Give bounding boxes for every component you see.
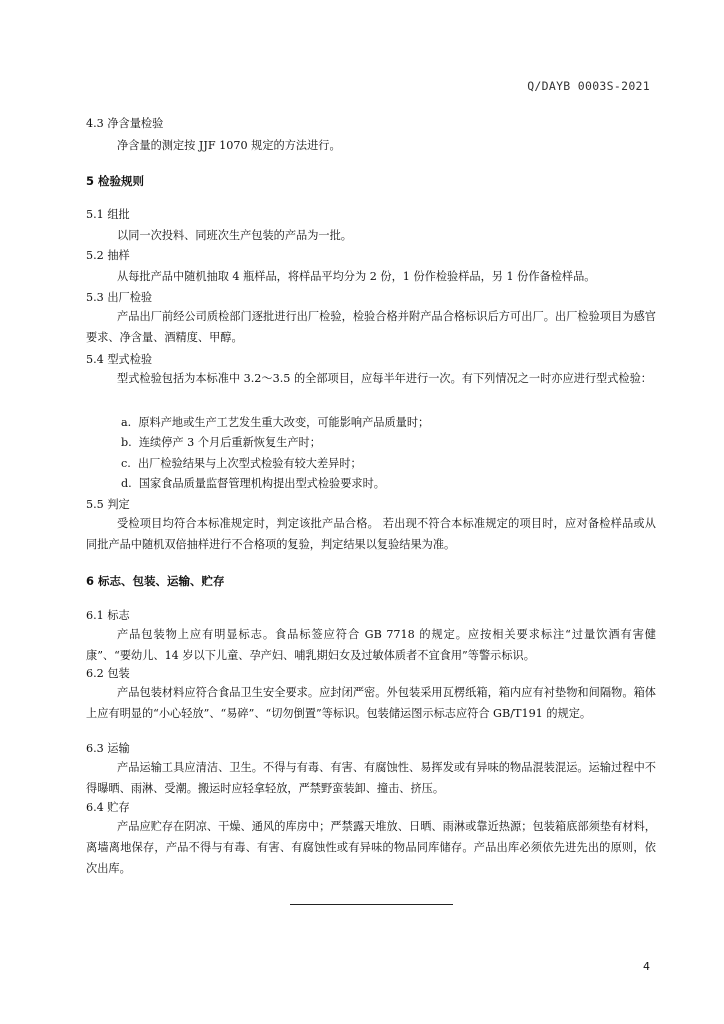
page-number: 4 [643,960,650,973]
section-4-3-body: 净含量的测定按 JJF 1070 规定的方法进行。 [117,139,341,152]
section-5-4-heading: 5.4 型式检验 [86,353,153,366]
list-text: 出厂检验结果与上次型式检验有较大差异时； [137,457,362,470]
list-marker: a. [121,416,132,429]
list-marker: b. [121,436,132,449]
list-item [121,476,385,492]
end-rule [290,904,453,905]
section-6-2-heading: 6.2 包装 [86,667,130,680]
list-item [121,415,429,431]
section-5-4-body: 型式检验包括为本标准中 3.2～3.5 的全部项目，应每半年进行一次。有下列情况之一时亦应进行型式检验： [117,372,652,385]
section-5-1-body: 以同一次投料、同班次生产包装的产品为一批。 [117,229,352,242]
section-5-3-heading: 5.3 出厂检验 [86,291,153,304]
section-5-2-body: 从每批产品中随机抽取 4 瓶样品，将样品平均分为 2 份，1 份作检验样品，另 1 份作备检样品。 [117,270,596,283]
section-6-1-body: 产品包装物上应有明显标志。食品标签应符合 GB 7718 的规定。应按相关要求标注“过量饮酒有害健康”、“要幼儿、14 岁以下儿童、孕产妇、哺乳期妇女及过敏体质者不宜食用”等警示标识。 [86,628,656,662]
document-code: Q/DAYB 0003S-2021 [527,79,650,93]
section-5-2-heading: 5.2 抽样 [86,249,130,262]
list-text: 国家食品质量监督管理机构提出型式检验要求时。 [138,477,385,490]
section-4-3-heading: 4.3 净含量检验 [86,117,164,130]
list-marker: c. [121,457,131,470]
section-6-4-heading: 6.4 贮存 [86,801,130,814]
section-6-1-heading: 6.1 标志 [86,609,130,622]
section-6-2-body: 产品包装材料应符合食品卫生安全要求。应封闭严密。外包装采用瓦楞纸箱，箱内应有衬垫物和间隔物。箱体上应有明显的“小心轻放”、“易碎”、“切勿倒置”等标识。包装储运图示标志应符合 GB/T191 的规定。 [86,686,656,720]
section-5-3-body: 产品出厂前经公司质检部门逐批进行出厂检验，检验合格并附产品合格标识后方可出厂。出厂检验项目为感官要求、净含量、酒精度、甲醇。 [86,310,656,344]
section-6-3-heading: 6.3 运输 [86,742,130,755]
section-5-5-heading: 5.5 判定 [86,498,130,511]
list-text: 连续停产 3 个月后重新恢复生产时； [138,436,321,449]
section-5-heading: 5 检验规则 [86,174,145,188]
list-item [121,435,321,451]
list-item [121,456,362,472]
list-marker: d. [121,477,132,490]
section-5-5-body: 受检项目均符合本标准规定时，判定该批产品合格。 若出现不符合本标准规定的项目时，应对备检样品或从同批产品中随机双倍抽样进行不合格项的复验，判定结果以复验结果为准。 [86,517,656,551]
section-5-1-heading: 5.1 组批 [86,208,130,221]
section-6-3-body: 产品运输工具应清洁、卫生。不得与有毒、有害、有腐蚀性、易挥发或有异味的物品混装混运。运输过程中不得曝晒、雨淋、受潮。搬运时应轻拿轻放，严禁野蛮装卸、撞击、挤压。 [86,761,656,795]
list-text: 原料产地或生产工艺发生重大改变，可能影响产品质量时； [138,416,430,429]
section-6-heading: 6 标志、包装、运输、贮存 [86,574,225,588]
section-6-4-body: 产品应贮存在阴凉、干燥、通风的库房中；严禁露天堆放、日晒、雨淋或靠近热源；包装箱底部须垫有材料，离墙离地保存，产品不得与有毒、有害、有腐蚀性或有异味的物品同库储存。产品出库必须依先进先出的原则，依次出库。 [86,820,656,875]
